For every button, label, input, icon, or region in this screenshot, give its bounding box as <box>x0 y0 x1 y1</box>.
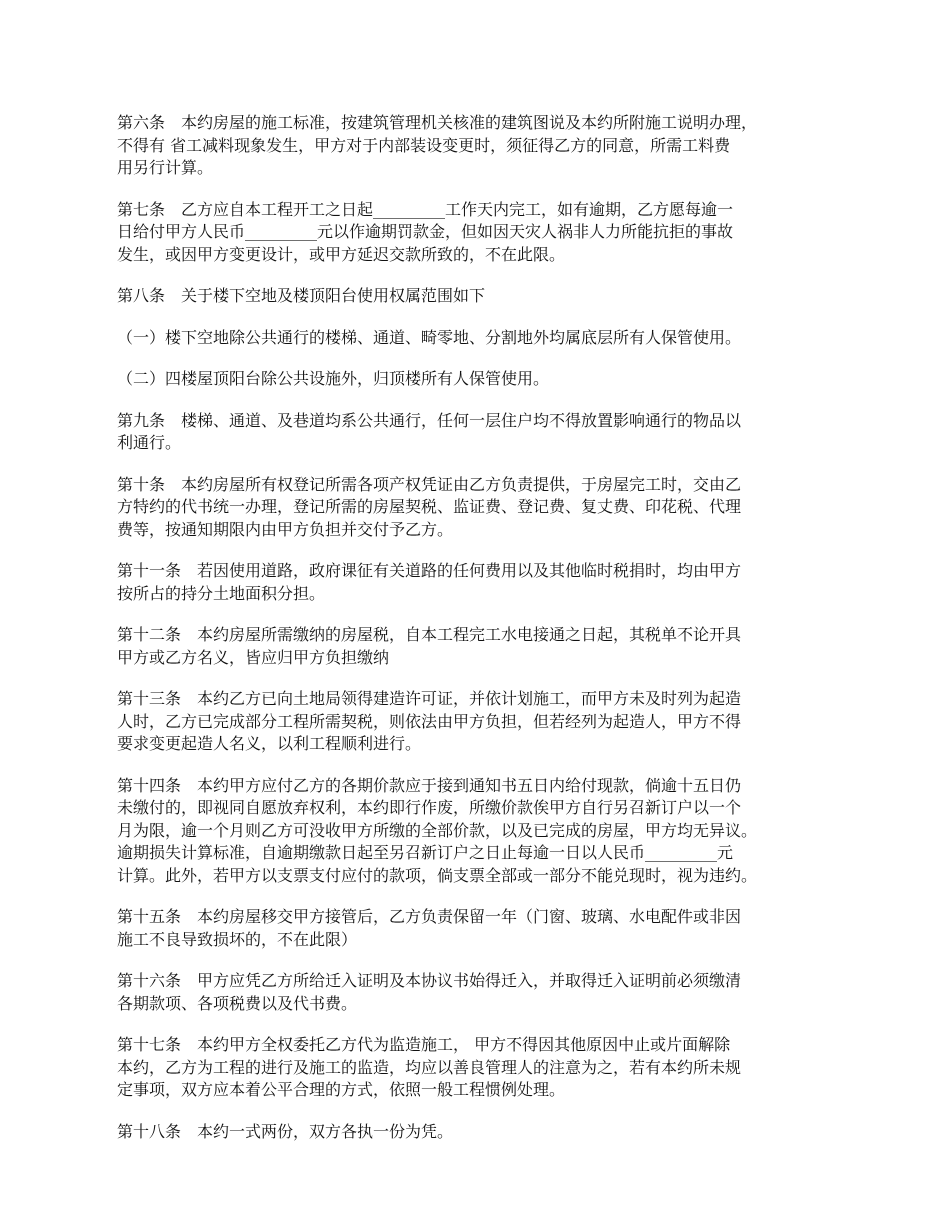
article-12-paragraph: 第十二条 本约房屋所需缴纳的房屋税，自本工程完工水电接通之日起，其税单不论开具 甲方或乙方名义，皆应归甲方负担缴纳 <box>117 625 742 667</box>
article-17-paragraph: 第十七条 本约甲方全权委托乙方代为监造施工， 甲方不得因其他原因中止或片面解除 本约，乙方为工程的进行及施工的监造，均应以善良管理人的注意为之，若有本约所未规 定事项，双方应本着公平合理的方式，依照一般工程惯例处理。 <box>117 1035 742 1099</box>
article-8-item-1: （一）楼下空地除公共通行的楼梯、通道、畸零地、分割地外均属底层所有人保管使用。 <box>117 327 742 347</box>
article-13-paragraph: 第十三条 本约乙方已向土地局领得建造许可证，并依计划施工，而甲方未及时列为起造 人时，乙方已完成部分工程所需契税，则依法由甲方负担，但若经列为起造人，甲方不得 要求变更起造人名义，以利工程顺利进行。 <box>117 689 742 753</box>
article-6-paragraph: 第六条 本约房屋的施工标准，按建筑管理机关核准的建筑图说及本约所附施工说明办理， 不得有 省工减料现象发生，甲方对于内部装设变更时，须征得乙方的同意，所需工料费 用另行计算。 <box>117 113 758 177</box>
document-page <box>117 112 857 1162</box>
article-14-paragraph: 第十四条 本约甲方应付乙方的各期价款应于接到通知书五日内给付现款，倘逾十五日仍 未缴付的，即视同自愿放弃权利，本约即行作废，所缴价款俟甲方自行另召新订户以一个 月为限，逾一个月则乙方可没收甲方所缴的全部价款，以及已完成的房屋，甲方均无异议。 逾期损失计算标准，自逾期缴款日起至另召新订户之日止每逾一日以人民币_________元 计算。此外，若甲方以支票支付应付的款项，倘支票全部或一部分不能兑现时，视为违约。 <box>117 775 758 885</box>
article-8-heading: 第八条 关于楼下空地及楼顶阳台使用权属范围如下 <box>117 286 486 305</box>
article-15-paragraph: 第十五条 本约房屋移交甲方接管后，乙方负责保留一年（门窗、玻璃、水电配件或非因 施工不良导致损坏的，不在此限） <box>117 907 742 949</box>
article-7-paragraph: 第七条 乙方应自本工程开工之日起_________工作天内完工，如有逾期，乙方愿每逾一 日给付甲方人民币_________元以作逾期罚款金，但如因天灾人祸非人力所能抗拒的事故 发生，或因甲方变更设计，或甲方延迟交款所致的，不在此限。 <box>117 199 734 264</box>
article-9-paragraph: 第九条 楼梯、通道、及巷道均系公共通行，任何一层住户均不得放置影响通行的物品以 利通行。 <box>117 410 742 452</box>
article-11-paragraph: 第十一条 若因使用道路，政府课征有关道路的任何费用以及其他临时税捐时，均由甲方 按所占的持分土地面积分担。 <box>117 561 742 603</box>
article-8-item-2: （二）四楼屋顶阳台除公共设施外，归顶楼所有人保管使用。 <box>117 369 550 388</box>
article-10-paragraph: 第十条 本约房屋所有权登记所需各项产权凭证由乙方负责提供，于房屋完工时，交由乙 方特约的代书统一办理，登记所需的房屋契税、监证费、登记费、复丈费、印花税、代理 费等，按通知期限内由甲方负担并交付予乙方。 <box>117 474 742 539</box>
article-16-paragraph: 第十六条 甲方应凭乙方所给迁入证明及本协议书始得迁入，并取得迁入证明前必须缴清 各期款项、各项税费以及代书费。 <box>117 971 742 1013</box>
article-18-paragraph: 第十八条 本约一式两份，双方各执一份为凭。 <box>117 1121 454 1141</box>
